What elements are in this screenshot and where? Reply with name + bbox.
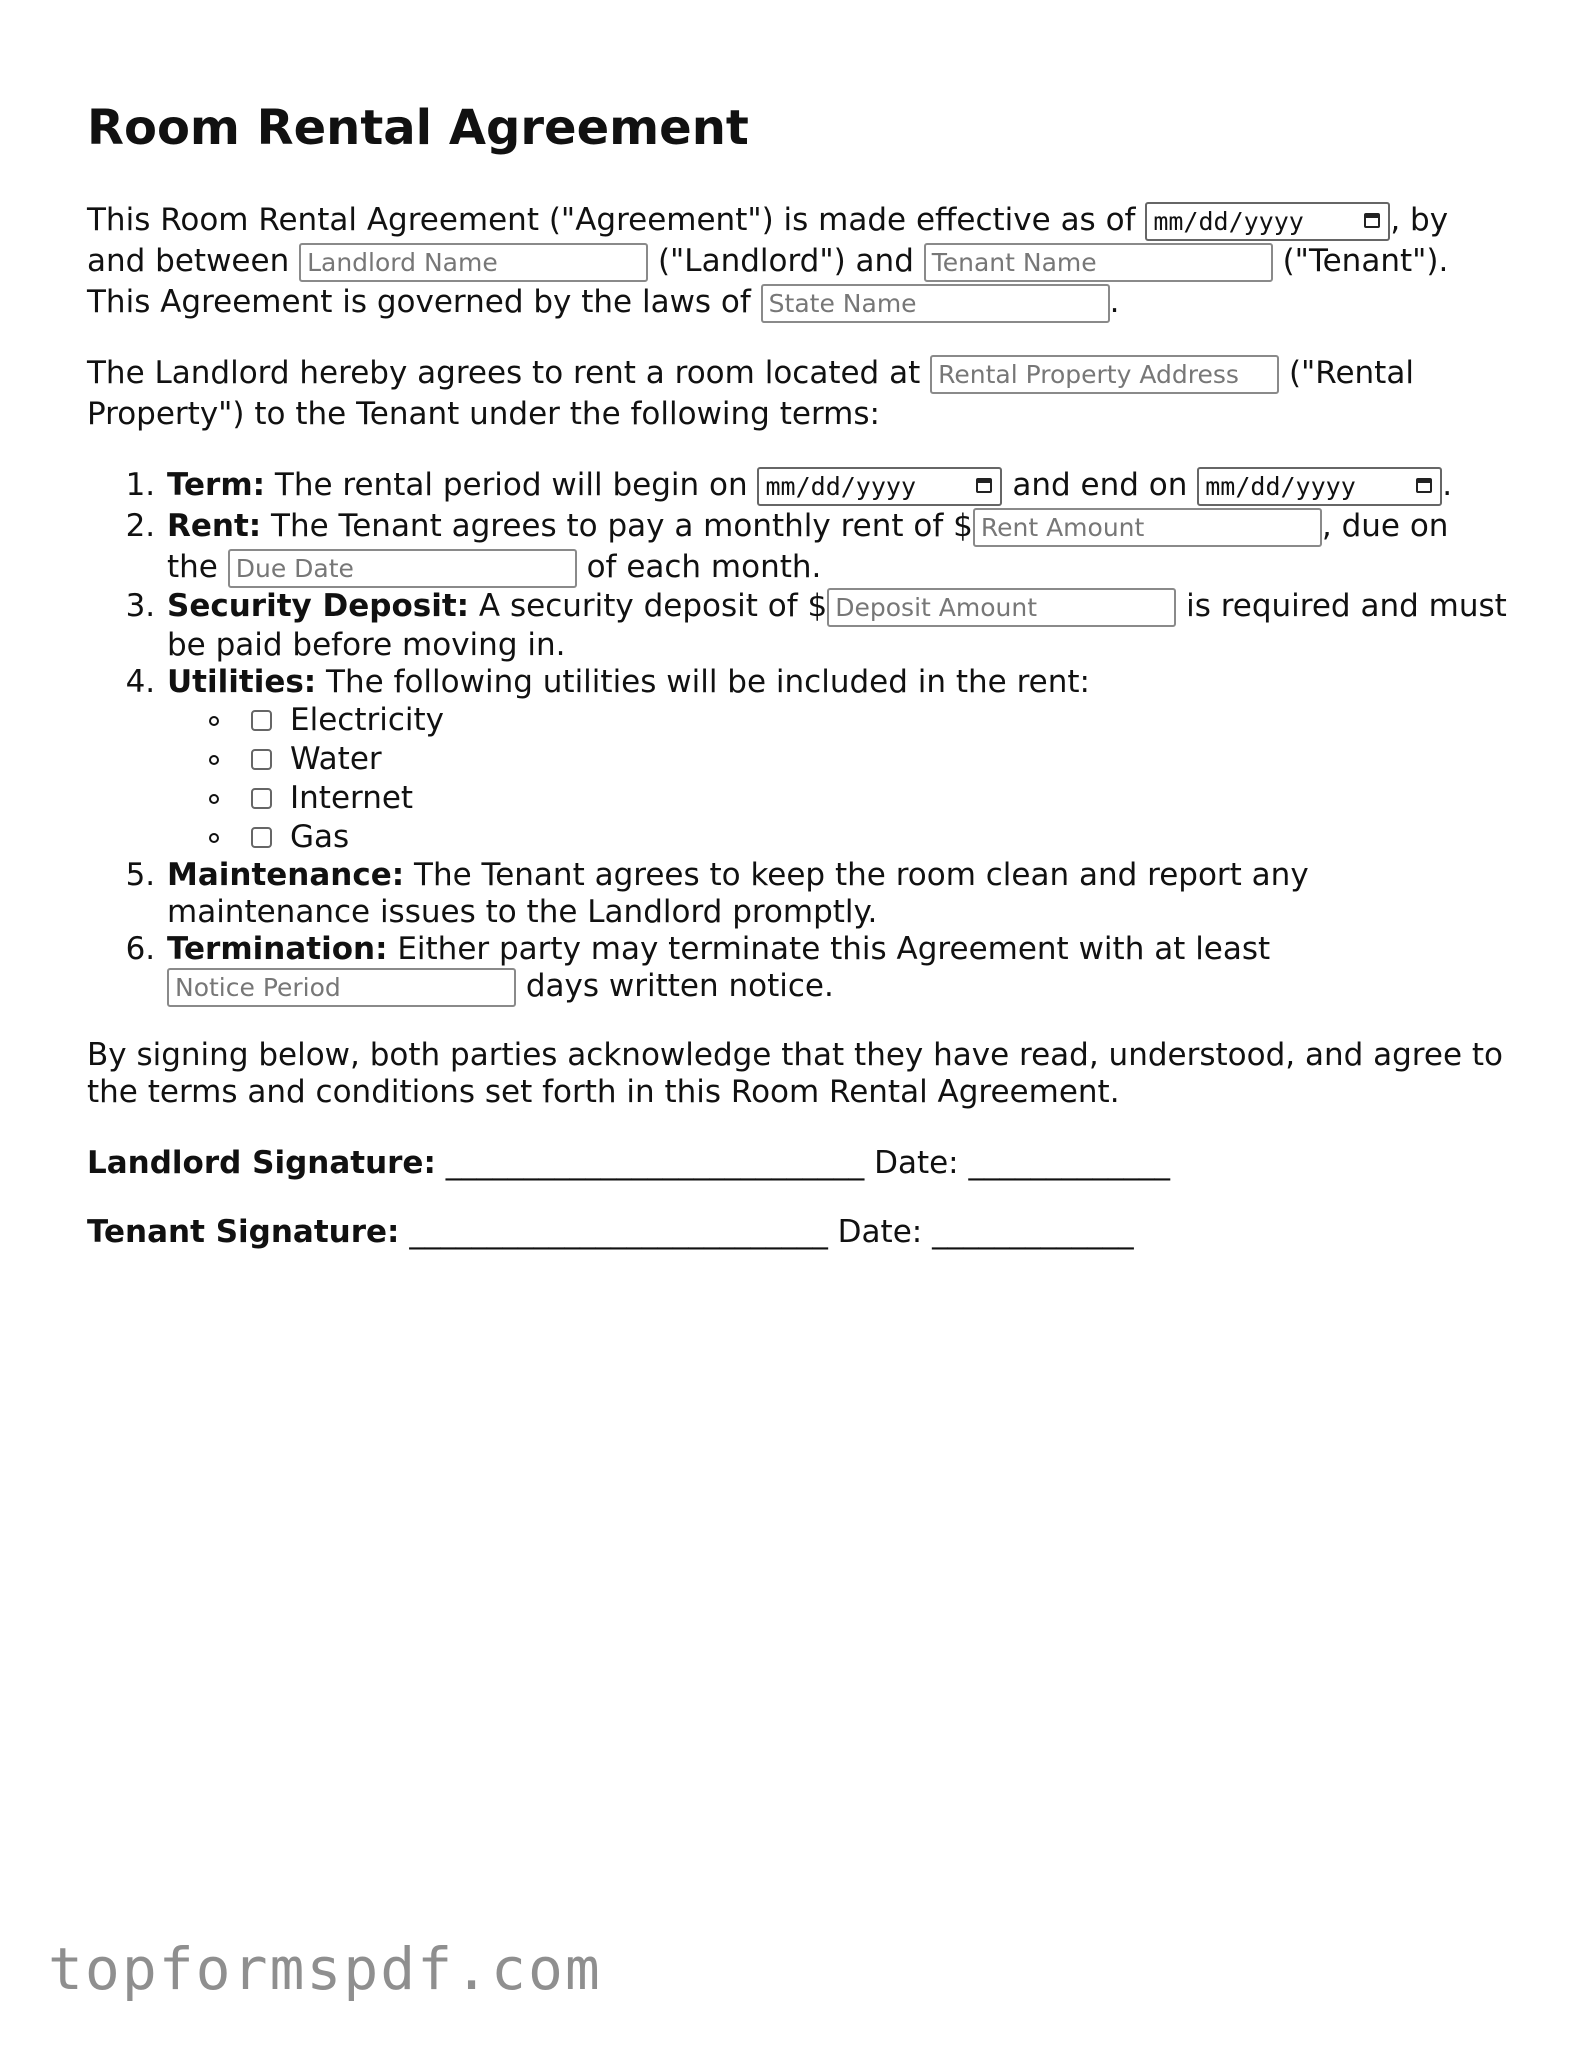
- intro-text-5: .: [1109, 283, 1120, 320]
- property-paragraph: [87, 353, 1507, 435]
- bullet-icon: [209, 755, 219, 765]
- term-item: 1. Term: The rental period will begin on mm/dd/yyyy and end on mm/dd/yyyy .: [165, 465, 1507, 506]
- tenant-date-line[interactable]: _____________: [932, 1213, 1134, 1250]
- bullet-icon: [209, 794, 219, 804]
- utility-option-internet: Internet: [209, 779, 1507, 818]
- termination-item: 6. Termination: Either party may terminate this Agreement with at least Notice Period days written notice.: [165, 931, 1507, 1007]
- due-date-input[interactable]: Due Date: [228, 549, 577, 588]
- effective-date-input[interactable]: mm/dd/yyyy: [1145, 202, 1390, 241]
- gas-checkbox[interactable]: [251, 827, 272, 848]
- closing-paragraph: By signing below, both parties acknowledge that they have read, understood, and agree to the terms and conditions set forth in this Room Rental Agreement.: [87, 1036, 1503, 1110]
- landlord-signature-label: Landlord Signature:: [87, 1144, 436, 1181]
- deposit-item: 3. Security Deposit: A security deposit of $ Deposit Amount is required and must be paid before moving in.: [165, 588, 1507, 664]
- calendar-icon[interactable]: [1416, 478, 1432, 493]
- bullet-icon: [209, 716, 219, 726]
- landlord-signature-row: [87, 1143, 1507, 1184]
- utilities-item: 4. Utilities: The following utilities will be included in the rent: Electricity Water Internet Gas: [165, 664, 1507, 857]
- utility-option-gas: Gas: [209, 818, 1507, 857]
- tenant-signature-row: [87, 1212, 1507, 1253]
- state-name-input[interactable]: State Name: [761, 284, 1110, 323]
- utilities-label: Utilities:: [167, 663, 317, 700]
- landlord-date-label: Date:: [874, 1144, 959, 1181]
- rent-amount-input[interactable]: Rent Amount: [973, 508, 1322, 547]
- landlord-signature-line[interactable]: ___________________________: [445, 1144, 865, 1181]
- tenant-signature-line[interactable]: ___________________________: [409, 1213, 828, 1250]
- property-text-1: The Landlord hereby agrees to rent a room located at: [87, 354, 931, 391]
- tenant-name-input[interactable]: Tenant Name: [924, 243, 1273, 282]
- utility-option-electricity: Electricity: [209, 701, 1507, 740]
- intro-paragraph: [87, 200, 1507, 323]
- landlord-name-input[interactable]: Landlord Name: [299, 243, 648, 282]
- termination-label: Termination:: [167, 930, 388, 967]
- tenant-date-label: Date:: [837, 1213, 923, 1250]
- electricity-checkbox[interactable]: [251, 710, 272, 731]
- intro-text-4: ("Tenant"). This Agreement is governed by the laws of: [87, 242, 1449, 320]
- intro-text-2: , by and between: [87, 201, 1449, 279]
- water-checkbox[interactable]: [251, 749, 272, 770]
- maintenance-label: Maintenance:: [167, 856, 405, 893]
- rent-label: Rent:: [167, 507, 262, 544]
- utilities-list: [167, 701, 1507, 857]
- calendar-icon[interactable]: [1364, 213, 1380, 228]
- utility-option-water: Water: [209, 740, 1507, 779]
- watermark: topformspdf.com: [48, 1935, 602, 2003]
- landlord-date-line[interactable]: _____________: [968, 1144, 1170, 1181]
- calendar-icon[interactable]: [976, 478, 992, 493]
- bullet-icon: [209, 833, 219, 843]
- terms-list: [87, 465, 1507, 1007]
- rental-address-input[interactable]: Rental Property Address: [930, 355, 1279, 394]
- page-title: Room Rental Agreement: [87, 100, 749, 156]
- intro-text-3: ("Landlord") and: [648, 242, 924, 279]
- property-text-2: ("Rental Property") to the Tenant under the following terms:: [87, 354, 1414, 432]
- maintenance-item: 5. Maintenance: The Tenant agrees to keep the room clean and report any maintenance issues to the Landlord promptly.: [165, 857, 1507, 931]
- intro-text-1: This Room Rental Agreement ("Agreement") is made effective as of: [87, 201, 1146, 238]
- deposit-amount-input[interactable]: Deposit Amount: [827, 588, 1176, 627]
- internet-checkbox[interactable]: [251, 788, 272, 809]
- term-label: Term:: [167, 466, 266, 503]
- deposit-label: Security Deposit:: [167, 587, 470, 624]
- agreement-page: [87, 100, 1507, 1281]
- rent-item: 2. Rent: The Tenant agrees to pay a monthly rent of $ Rent Amount , due on the Due Date of each month.: [165, 506, 1507, 588]
- start-date-input[interactable]: mm/dd/yyyy: [757, 467, 1002, 506]
- tenant-signature-label: Tenant Signature:: [87, 1213, 400, 1250]
- notice-period-input[interactable]: Notice Period: [167, 968, 516, 1007]
- end-date-input[interactable]: mm/dd/yyyy: [1197, 467, 1442, 506]
